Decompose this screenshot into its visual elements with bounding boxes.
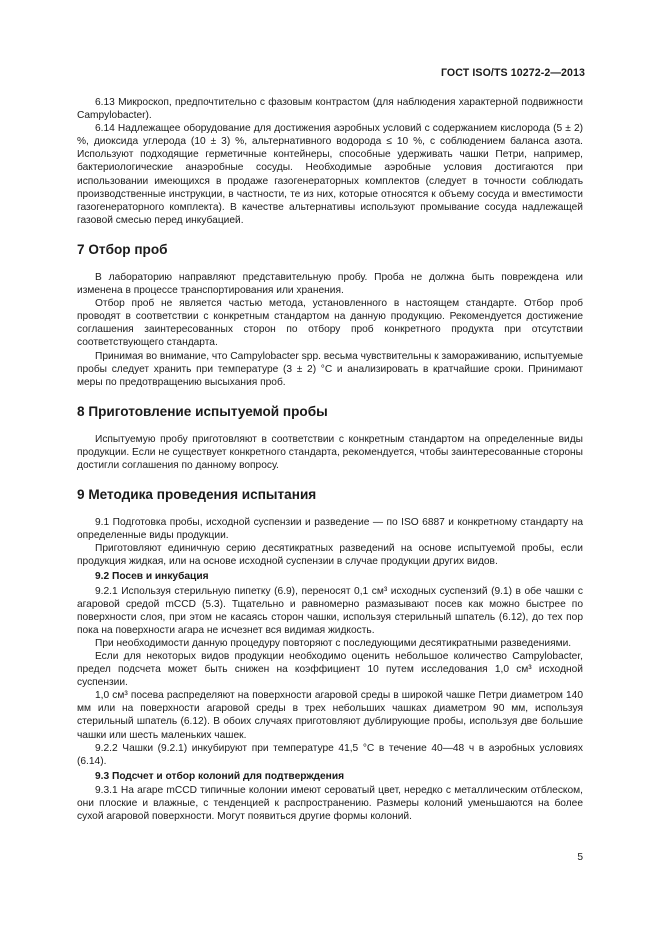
clause-9-2-1-paragraph-4: 1,0 см³ посева распределяют на поверхности агаровой среды в широкой чашке Петри диаметром 140 мм или на поверхности агаровой среды в трех небольших чашках диаметром 90 мм, используя стерильный шпатель (6.12). В обоих случаях приготовляют дублирующие пробы, используя две большие чашки или шесть маленьких чашек.	[77, 690, 583, 741]
subsection-9-3-heading: 9.3 Подсчет и отбор колоний для подтверждения	[95, 770, 345, 782]
clause-6-14: 6.14 Надлежащее оборудование для достижения аэробных условий с содержанием кислорода (5 ± 2) %, диоксида углерода (10 ± 3) %, альтернативного водорода ≤ 10 %, с соблюдением баланса азота. Используют подходящие герметичные контейнеры, способные удерживать чашки Петри, например, бактериологические анаэробные сосуды. Необходимые аэробные условия достигаются при использовании имеющихся в продаже газогенераторных комплектов (следует в точности соблюдать производственные инструкции, в частности, те из них, которые относятся к объему сосуда и вместимости газогенераторного комплекта). В качестве альтернативы используют промывание сосуда надлежащей газовой смесью перед инкубацией.	[77, 123, 583, 226]
section-7-paragraph-1: В лабораторию направляют представительную пробу. Проба не должна быть повреждена или изменена в процессе транспортирования или хранения.	[77, 271, 583, 297]
clause-9-3-1: 9.3.1 На агаре mCCD типичные колонии имеют сероватый цвет, нередко с металлическим отблеском, они плоские и влажные, с тенденцией к распространению. Размеры колоний уменьшаются на более сухой агаровой поверхности. Могут появиться другие формы колоний.	[77, 784, 583, 823]
document-body	[77, 96, 583, 823]
document-code-header: ГОСТ ISO/TS 10272-2—2013	[440, 67, 585, 79]
clause-6-13: 6.13 Микроскоп, предпочтительно с фазовым контрастом (для наблюдения характерной подвижности Campylobacter).	[77, 97, 583, 122]
subsection-9-2-heading: 9.2 Посев и инкубация	[95, 571, 209, 583]
section-8-heading: 8 Приготовление испытуемой пробы	[77, 403, 328, 419]
clause-9-1: 9.1 Подготовка пробы, исходной суспензии и разведение — по ISO 6887 и конкретному стандарту на определенные виды продукции.	[77, 517, 583, 542]
clause-9-2-1: 9.2.1 Используя стерильную пипетку (6.9), переносят 0,1 см³ исходных суспензий (9.1) в обе чашки с агаровой средой mCCD (5.3). Тщательно и равномерно размазывают посев как можно быстрее по поверхности слоя, при этом не касаясь сторон чашки, используя стерильный шпатель (6.12), до тех пор пока на поверхности агара не исчезнет вся видимая жидкость.	[77, 585, 583, 636]
clause-9-2-1-paragraph-3: Если для некоторых видов продукции необходимо оценить небольшое количество Campylobacter, предел подсчета может быть снижен на коэффициент 10 путем исследования 1,0 см³ исходной суспензии.	[77, 651, 583, 689]
section-9-heading: 9 Методика проведения испытания	[77, 487, 317, 503]
section-8-paragraph-1: Испытуемую пробу приготовляют в соответствии с конкретным стандартом на определенные виды продукции. Если не существует конкретного стандарта, рекомендуется, чтобы заинтересованные стороны достигли соглашения по данному вопросу.	[77, 433, 583, 471]
clause-9-1-paragraph-2: Приготовляют единичную серию десятикратных разведений на основе испытуемой пробы, если продукция жидкая, или на основе исходной суспензии в случае продукции других видов.	[77, 543, 583, 568]
clause-9-2-2: 9.2.2 Чашки (9.2.1) инкубируют при температуре 41,5 °С в течение 40—48 ч в аэробных условиях (6.14).	[77, 742, 583, 767]
section-7-paragraph-2: Отбор проб не является частью метода, установленного в настоящем стандарте. Отбор проб проводят в соответствии с конкретным стандартом на данную продукцию. Рекомендуется достижение соглашения заинтересованных сторон по отбору проб конкретного продукта при отсутствии соответствующего стандарта.	[77, 298, 583, 349]
page-number: 5	[577, 852, 583, 863]
section-7-heading: 7 Отбор проб	[77, 241, 168, 257]
section-7-paragraph-3: Принимая во внимание, что Campylobacter spp. весьма чувствительны к замораживанию, испытуемые пробы следует хранить при температуре (3 ± 2) °С и анализировать в кратчайшие сроки. Принимают меры по предотвращению высыхания проб.	[77, 350, 583, 388]
clause-9-2-1-paragraph-2: При необходимости данную процедуру повторяют с последующими десятикратными разведениями.	[95, 637, 572, 649]
